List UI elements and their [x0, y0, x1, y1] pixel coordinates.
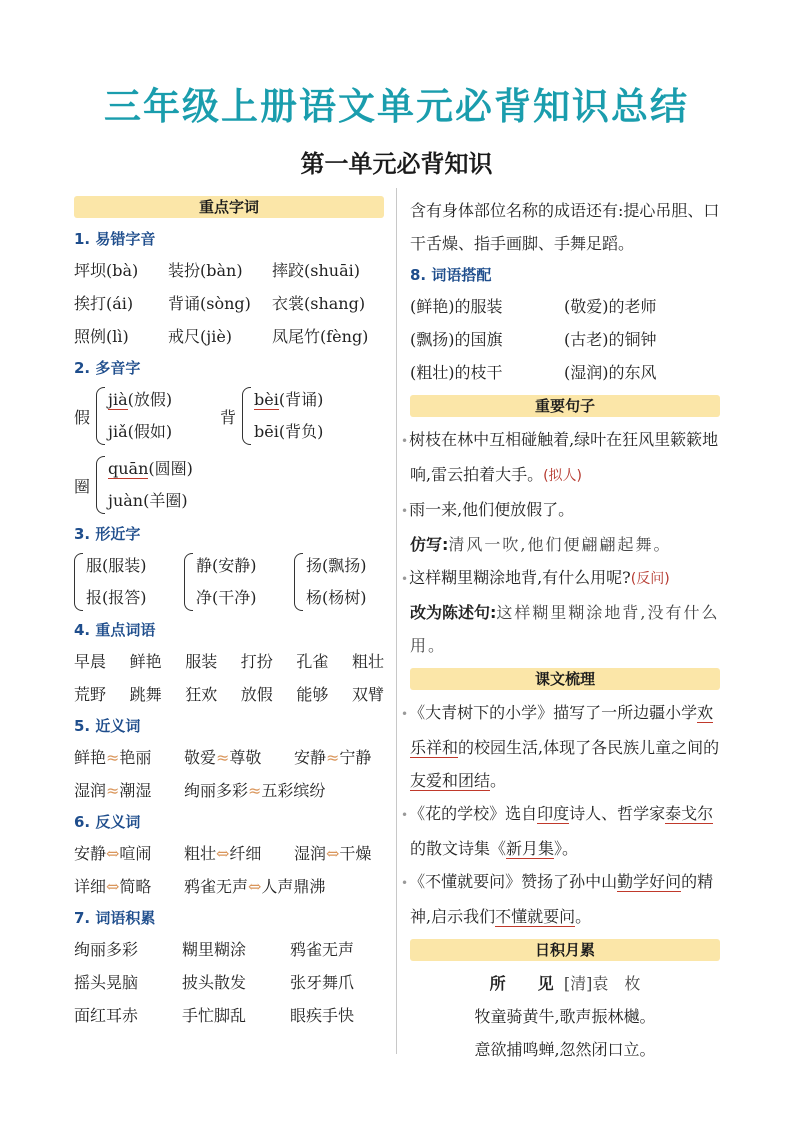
- heading-key-terms: 4. 重点词语: [74, 621, 156, 639]
- list-row: [410, 356, 720, 389]
- polyphone-group: [220, 383, 323, 449]
- list-row: [410, 290, 720, 323]
- sentence-item: •这样糊里糊涂地背,有什么用呢?(反问): [401, 568, 670, 587]
- word-item: 双臂: [351, 685, 384, 704]
- example-word: (羊圈): [143, 491, 188, 510]
- idiom-item: 绚丽多彩: [74, 940, 139, 959]
- approx-icon: ≈: [106, 748, 120, 767]
- bullet-icon: •: [401, 876, 409, 890]
- poem-title-line: [410, 967, 720, 1000]
- example-word: (背负): [278, 422, 324, 441]
- idiom-item: 手忙脚乱: [182, 1006, 247, 1025]
- antonym-pair: 鸦雀无声⇔人声鼎沸: [184, 877, 326, 896]
- brace-icon: [294, 553, 303, 611]
- synonym-pair: 湿润≈潮湿: [74, 781, 152, 800]
- idiom-item: 披头散发: [182, 973, 247, 992]
- bullet-icon: •: [401, 808, 409, 822]
- word-item: 打扮: [240, 652, 273, 671]
- collocation-item: (粗壮)的枝干: [410, 363, 503, 382]
- word-item: 挨打(ái): [74, 294, 134, 313]
- bullet-icon: •: [401, 434, 409, 448]
- polyphone-group: [74, 383, 220, 449]
- list-row: [74, 774, 384, 807]
- poem-line: 牧童骑黄牛,歌声振林樾。: [474, 1007, 656, 1026]
- collocation-item: (鲜艳)的服装: [410, 297, 503, 316]
- double-arrow-icon: ⇔: [106, 844, 120, 863]
- synonym-pair: 绚丽多彩≈五彩缤纷: [184, 781, 326, 800]
- example-word: (背诵): [278, 390, 324, 409]
- polyphone-group: [74, 451, 193, 519]
- heading-pronunciation: 1. 易错字音: [74, 230, 156, 248]
- brace-icon: [184, 553, 193, 611]
- text-summary-item: •《大青树下的小学》描写了一所边疆小学欢乐祥和的校园生活,体现了各民族儿童之间的友爱和团结。: [401, 703, 720, 790]
- list-row: [74, 837, 384, 870]
- similar-group: [294, 549, 367, 615]
- list-row: [74, 933, 384, 966]
- similar-group: [184, 549, 294, 615]
- unit-title: 第一单元必背知识: [300, 150, 493, 178]
- collocation-item: (古老)的铜钟: [564, 330, 657, 349]
- list-row: [74, 287, 384, 320]
- pinyin: jiǎ: [108, 422, 128, 441]
- word-item: 摔跤(shuāi): [272, 261, 360, 280]
- antonym-pair: 详细⇔简略: [74, 877, 152, 896]
- collocation-item: (敬爱)的老师: [564, 297, 657, 316]
- column-divider: [396, 188, 397, 1054]
- list-row: [74, 999, 384, 1032]
- text-summary-item: •《不懂就要问》赞扬了孙中山勤学好问的精神,启示我们不懂就要问。: [401, 872, 714, 926]
- similar-group: [74, 549, 184, 615]
- bullet-icon: •: [401, 707, 409, 721]
- antonym-pair: 粗壮⇔纤细: [184, 844, 262, 863]
- list-row: [410, 323, 720, 356]
- word-item: 背诵(sòng): [168, 294, 251, 313]
- word-item: 早晨: [74, 652, 107, 671]
- poem-line: 意欲捕鸣蝉,忽然闭口立。: [474, 1040, 656, 1059]
- similar-item: 扬(飘扬): [306, 556, 367, 575]
- word-item: 能够: [296, 685, 329, 704]
- approx-icon: ≈: [248, 781, 262, 800]
- similar-item: 静(安静): [196, 556, 257, 575]
- synonym-pair: 安静≈宁静: [294, 748, 372, 767]
- list-row: [74, 320, 384, 353]
- synonym-pair: 敬爱≈尊敬: [184, 748, 262, 767]
- word-item: 荒野: [74, 685, 107, 704]
- brace-icon: [96, 456, 105, 514]
- pinyin: bèi: [254, 390, 279, 409]
- word-item: 坪坝(bà): [74, 261, 139, 280]
- word-item: 装扮(bàn): [168, 261, 243, 280]
- idiom-item: 糊里糊涂: [182, 940, 247, 959]
- word-item: 鲜艳: [129, 652, 162, 671]
- idiom-item: 张牙舞爪: [290, 973, 355, 992]
- heading-synonyms: 5. 近义词: [74, 717, 141, 735]
- word-item: 放假: [240, 685, 273, 704]
- antonym-pair: 安静⇔喧闹: [74, 844, 152, 863]
- similar-item: 杨(杨树): [306, 588, 367, 607]
- polyphone-char: 假: [74, 407, 91, 427]
- example-word: (放假): [127, 390, 173, 409]
- section-band-key-words: 重点字词: [74, 196, 384, 218]
- approx-icon: ≈: [106, 781, 120, 800]
- collocation-item: (湿润)的东风: [564, 363, 657, 382]
- poem-title: 所 见: [489, 974, 554, 993]
- word-item: 服装: [185, 652, 218, 671]
- word-item: 狂欢: [185, 685, 218, 704]
- rhetoric-tag: (拟人): [543, 468, 583, 484]
- list-row: [74, 966, 384, 999]
- idiom-item: 眼疾手快: [290, 1006, 355, 1025]
- pronunciation-list: [74, 254, 384, 353]
- bullet-icon: •: [401, 572, 409, 586]
- sentence-item: •雨一来,他们便放假了。: [401, 500, 575, 519]
- approx-icon: ≈: [326, 748, 340, 767]
- polyphone-char: 背: [220, 407, 237, 427]
- heading-collocations: 8. 词语搭配: [410, 266, 492, 284]
- idiom-note: 含有身体部位名称的成语还有:提心吊胆、口干舌燥、指手画脚、手舞足蹈。: [410, 201, 720, 253]
- approx-icon: ≈: [216, 748, 230, 767]
- word-item: 跳舞: [129, 685, 162, 704]
- word-item: 衣裳(shang): [272, 294, 366, 313]
- heading-idioms: 7. 词语积累: [74, 909, 156, 927]
- brace-icon: [242, 387, 251, 445]
- brace-icon: [74, 553, 83, 611]
- word-item: 粗壮: [351, 652, 384, 671]
- imitation-line: 仿写:清风一吹,他们便翩翩起舞。: [410, 535, 672, 554]
- list-row: [74, 741, 384, 774]
- text-summary-item: •《花的学校》选自印度诗人、哲学家泰戈尔的散文诗集《新月集》。: [401, 804, 714, 858]
- polyphone-char: 圈: [74, 476, 91, 496]
- section-band-sentences: 重要句子: [410, 395, 720, 417]
- bullet-icon: •: [401, 504, 409, 518]
- section-band-accumulation: 日积月累: [410, 939, 720, 961]
- similar-item: 报(报答): [86, 588, 147, 607]
- double-arrow-icon: ⇔: [216, 844, 230, 863]
- pinyin: quān: [108, 459, 149, 478]
- antonym-pair: 湿润⇔干燥: [294, 844, 372, 863]
- pinyin: jià: [108, 390, 128, 409]
- right-column: [401, 194, 720, 1066]
- rhetoric-tag: (反问): [630, 571, 670, 587]
- double-arrow-icon: ⇔: [106, 877, 120, 896]
- idiom-item: 鸦雀无声: [290, 940, 355, 959]
- poem-author: [清]袁 枚: [563, 974, 641, 993]
- double-arrow-icon: ⇔: [248, 877, 262, 896]
- idiom-item: 摇头晃脑: [74, 973, 139, 992]
- similar-item: 服(服装): [86, 556, 147, 575]
- polyphone-row: [74, 451, 384, 519]
- example-word: (假如): [127, 422, 173, 441]
- brace-icon: [96, 387, 105, 445]
- page-title: 三年级上册语文单元必背知识总结: [104, 85, 689, 128]
- similar-chars-row: [74, 549, 384, 615]
- section-band-texts: 课文梳理: [410, 668, 720, 690]
- left-column: [74, 196, 384, 1032]
- double-arrow-icon: ⇔: [326, 844, 340, 863]
- synonym-pair: 鲜艳≈艳丽: [74, 748, 152, 767]
- pinyin: juàn: [108, 491, 144, 510]
- word-item: 戒尺(jiè): [168, 327, 233, 346]
- word-item: 孔雀: [296, 652, 329, 671]
- heading-similar-chars: 3. 形近字: [74, 525, 141, 543]
- heading-polyphones: 2. 多音字: [74, 359, 141, 377]
- list-row: [74, 678, 384, 711]
- word-item: 照例(lì): [74, 327, 129, 346]
- word-item: 凤尾竹(fèng): [272, 327, 369, 346]
- similar-item: 净(干净): [196, 588, 257, 607]
- example-word: (圆圈): [148, 459, 193, 478]
- polyphone-row: [74, 383, 384, 449]
- conversion-line: 改为陈述句:这样糊里糊涂地背,没有什么用。: [410, 603, 720, 655]
- sentence-item: •树枝在林中互相碰触着,绿叶在狂风里簌簌地响,雷云拍着大手。(拟人): [401, 430, 719, 484]
- heading-antonyms: 6. 反义词: [74, 813, 141, 831]
- list-row: [74, 645, 384, 678]
- pinyin: bēi: [254, 422, 279, 441]
- list-row: [74, 254, 384, 287]
- collocation-item: (飘扬)的国旗: [410, 330, 503, 349]
- idiom-item: 面红耳赤: [74, 1006, 139, 1025]
- list-row: [74, 870, 384, 903]
